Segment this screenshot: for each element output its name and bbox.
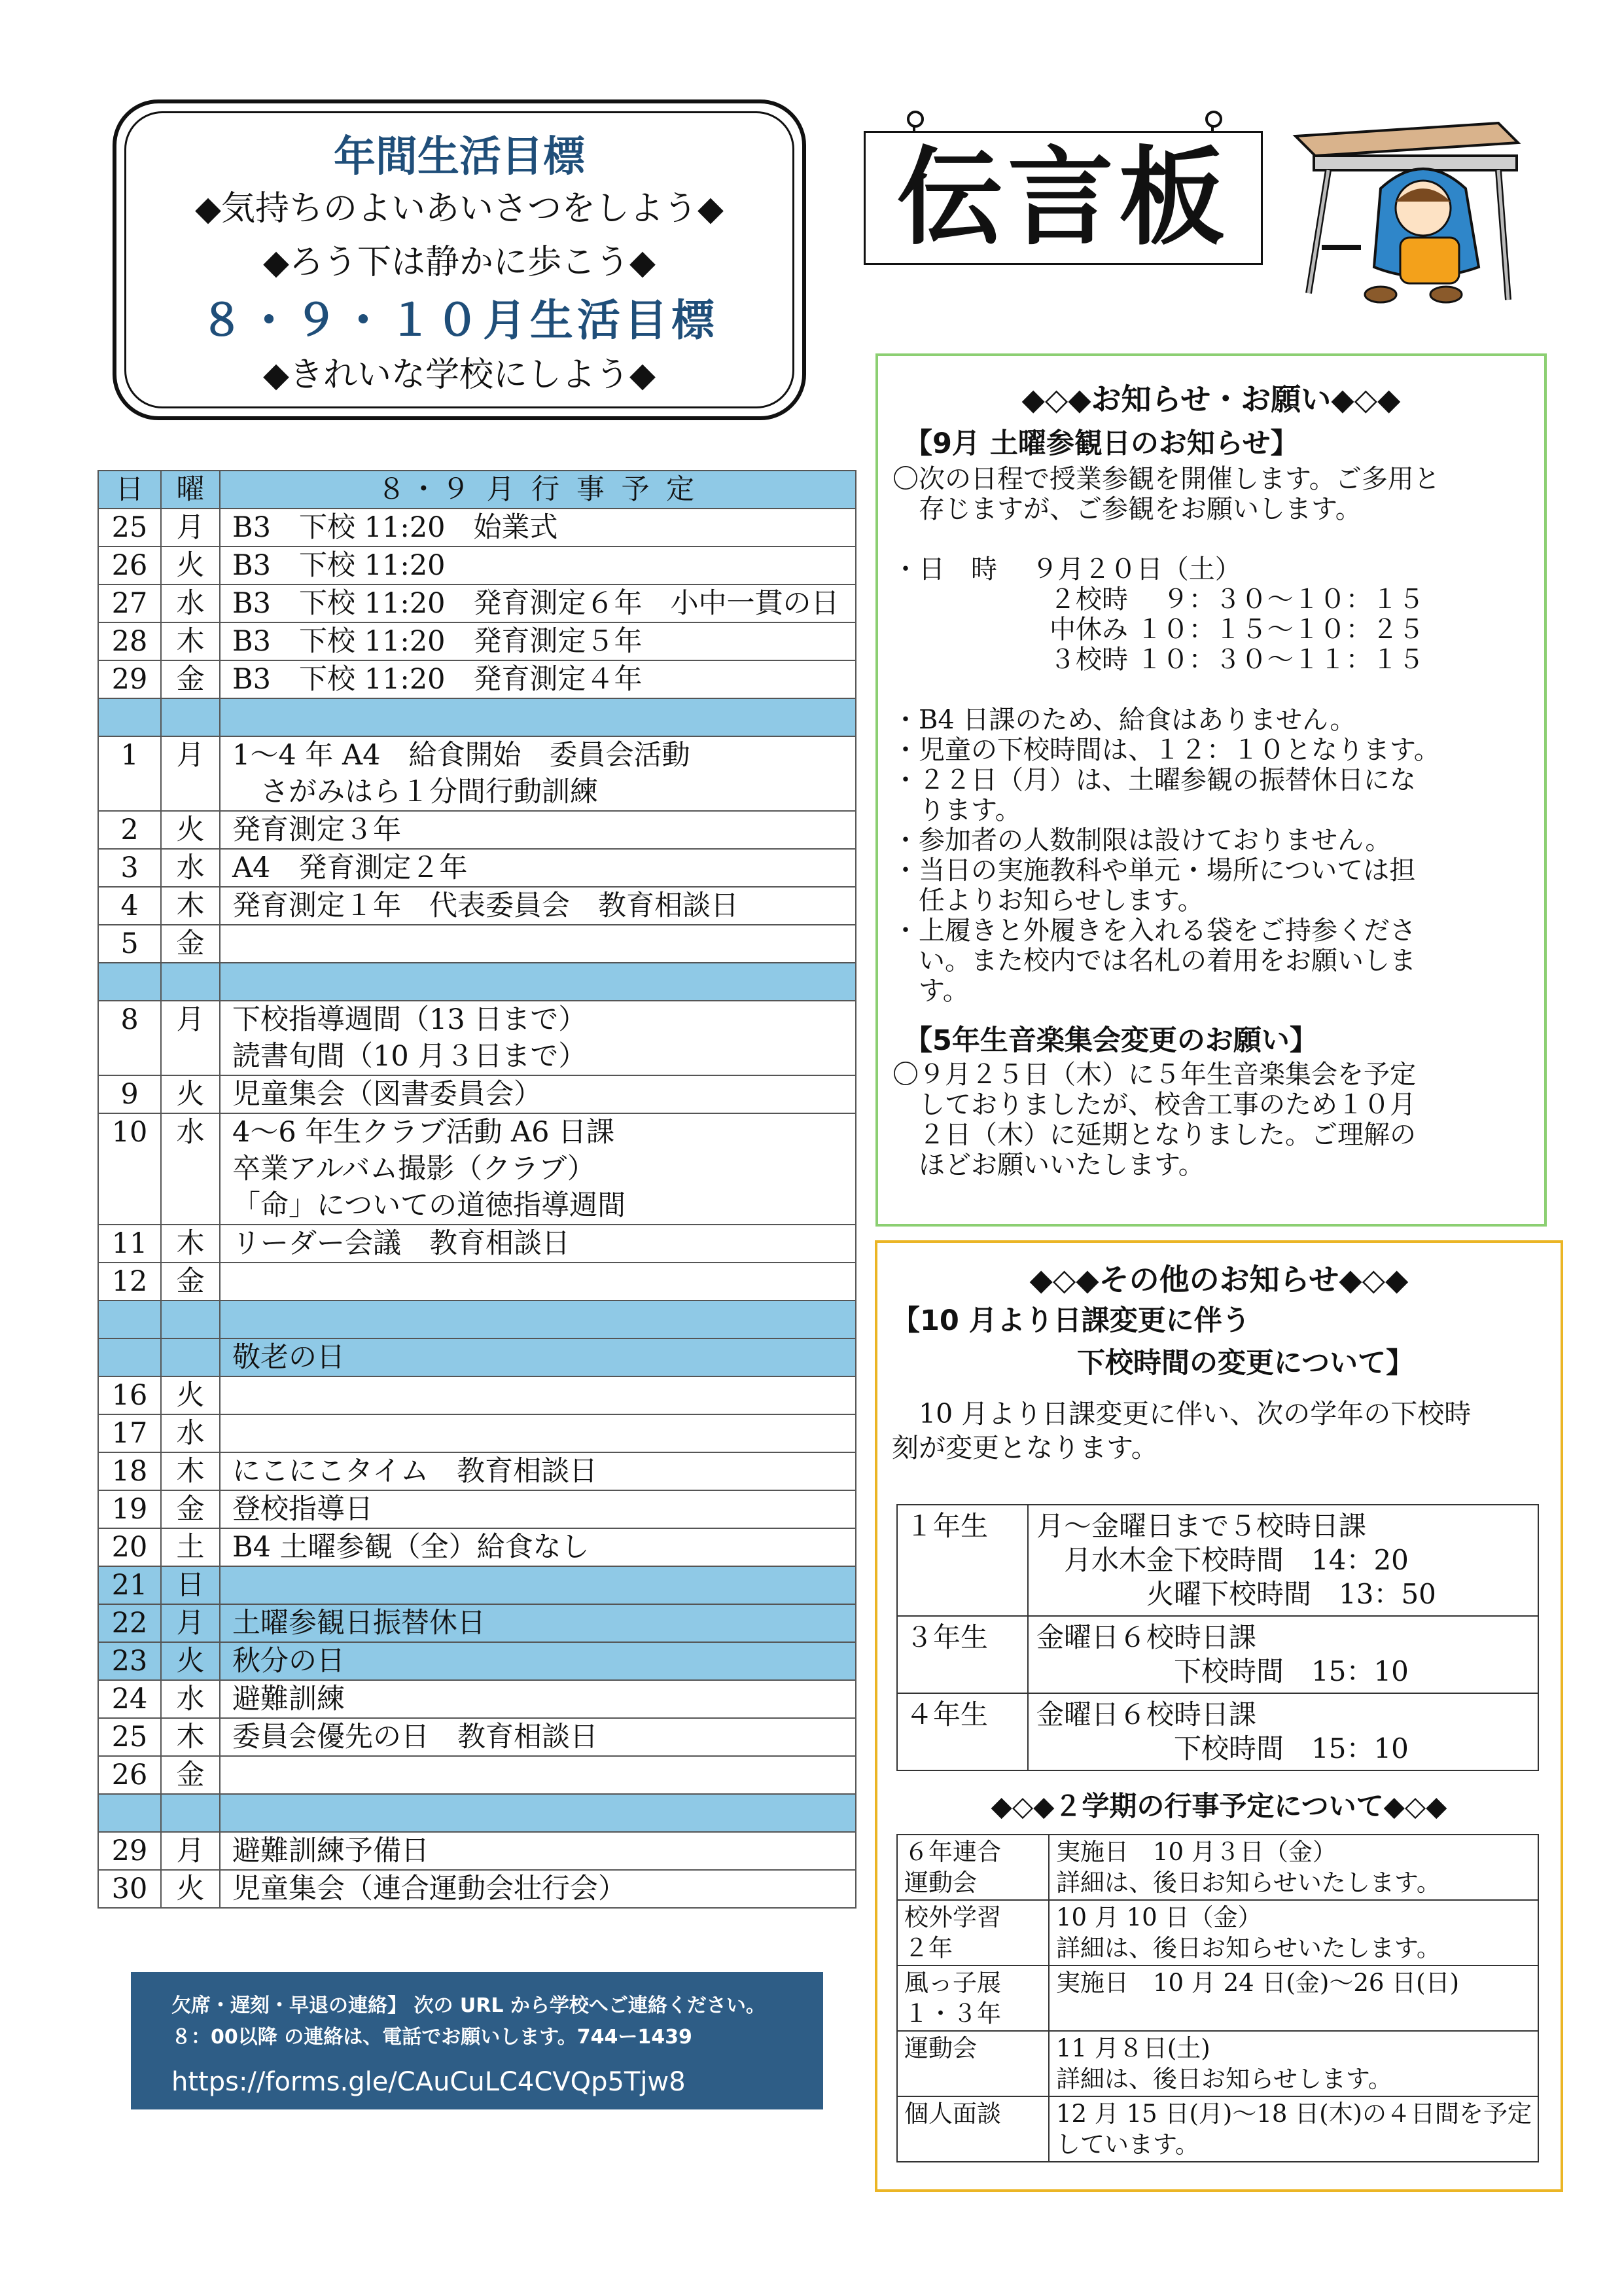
schedule-row — [98, 509, 856, 547]
schedule-event: 委員会優先の日 教育相談日 — [220, 1718, 856, 1756]
schedule-weekday: 火 — [161, 1642, 220, 1680]
term-event-row — [897, 1965, 1538, 2031]
other-notices-heading: ◆◇◆その他のお知らせ◆◇◆ — [1029, 1262, 1409, 1297]
dismissal-grade: １年生 — [897, 1505, 1028, 1616]
annual-goal-item-1: ◆気持ちのよいあいさつをしよう◆ — [195, 189, 724, 228]
saturday-visit-heading: 【9月 土曜参観日のお知らせ】 — [904, 427, 1299, 460]
term-events-table — [896, 1834, 1539, 2162]
schedule-weekday — [161, 1338, 220, 1376]
schedule-day: 23 — [98, 1642, 161, 1680]
schedule-weekday: 水 — [161, 1113, 220, 1225]
term-event-name: 個人面談 — [897, 2096, 1049, 2162]
schedule-event: リーダー会議 教育相談日 — [220, 1225, 856, 1263]
schedule-row — [98, 1338, 856, 1376]
dismissal-row — [897, 1693, 1538, 1770]
schedule-weekday: 水 — [161, 849, 220, 887]
schedule-row — [98, 1075, 856, 1113]
term-event-name: 運動会 — [897, 2031, 1049, 2096]
schedule-day: 19 — [98, 1490, 161, 1528]
dismissal-grade: ３年生 — [897, 1616, 1028, 1693]
schedule-day: 29 — [98, 1832, 161, 1870]
schedule-day: 11 — [98, 1225, 161, 1263]
schedule-row — [98, 1718, 856, 1756]
schedule-day — [98, 1794, 161, 1832]
schedule-row — [98, 1263, 856, 1300]
schedule-day: 10 — [98, 1113, 161, 1225]
schedule-change-heading-1: 【10 月より日課変更に伴う — [892, 1304, 1250, 1337]
schedule-event: 敬老の日 — [220, 1338, 856, 1376]
schedule-day: 20 — [98, 1528, 161, 1566]
schedule-event: 児童集会（連合運動会壮行会） — [220, 1870, 856, 1908]
schedule-weekday: 水 — [161, 1680, 220, 1718]
schedule-row — [98, 547, 856, 584]
contact-box — [131, 1972, 823, 2109]
schedule-event — [220, 1756, 856, 1794]
schedule-event — [220, 698, 856, 736]
schedule-event: 土曜参観日振替休日 — [220, 1604, 856, 1642]
schedule-weekday — [161, 698, 220, 736]
schedule-weekday: 日 — [161, 1566, 220, 1604]
message-board-sign — [864, 131, 1263, 265]
schedule-row — [98, 1566, 856, 1604]
schedule-event — [220, 925, 856, 963]
schedule-weekday: 木 — [161, 887, 220, 925]
schedule-weekday: 火 — [161, 1376, 220, 1414]
term-event-info: 実施日 10 月 24 日(金)～26 日(日) — [1049, 1965, 1538, 2031]
dismissal-grade: ４年生 — [897, 1693, 1028, 1770]
term-event-name: ６年連合 運動会 — [897, 1835, 1049, 1900]
saturday-visit-body: 〇次の日程で授業参観を開催します。ご多用と 存じますが、ご参観をお願いします。 ・日 時 ９月２０日（土） ２校時 ９：３０～１０：１５ 中休み １０：１５～１０：２５ ３校時 １０：３０～１１：１５ ・B4 日課のため、給食はありません。 ・児童の下校時間は、１２：１０となります。 ・２２日（月）は、土曜参観の振替休日にな ります。 ・参加者の人数制限は設けておりません。 ・当日の実施教科や単元・場所については担 任よりお知らせします。 ・上履きと外履きを入れる袋をご持参くださ い。また校内では名札の着用をお願いしま す。 — [892, 464, 1440, 1006]
schedule-event: 1～4 年 A4 給食開始 委員会活動 さがみはら１分間行動訓練 — [220, 736, 856, 811]
weekday-column-header: 曜 — [161, 471, 220, 509]
schedule-row — [98, 1113, 856, 1225]
term-event-info: 11 月８日(土) 詳細は、後日お知らせします。 — [1049, 2031, 1538, 2096]
schedule-weekday: 木 — [161, 1452, 220, 1490]
annual-goal-title: 年間生活目標 — [334, 133, 585, 181]
schedule-event: A4 発育測定２年 — [220, 849, 856, 887]
schedule-event: B3 下校 11:20 発育測定６年 小中一貫の日 — [220, 584, 856, 622]
schedule-weekday: 月 — [161, 736, 220, 811]
schedule-day: 22 — [98, 1604, 161, 1642]
schedule-row — [98, 1452, 856, 1490]
schedule-day: 27 — [98, 584, 161, 622]
term-event-name: 風っ子展 １・３年 — [897, 1965, 1049, 2031]
dismissal-row — [897, 1616, 1538, 1693]
schedule-row — [98, 1300, 856, 1338]
schedule-weekday: 火 — [161, 811, 220, 849]
term-event-info: 10 月 10 日（金） 詳細は、後日お知らせいたします。 — [1049, 1900, 1538, 1965]
schedule-day: 1 — [98, 736, 161, 811]
schedule-day: 18 — [98, 1452, 161, 1490]
schedule-weekday: 水 — [161, 584, 220, 622]
schedule-day: 2 — [98, 811, 161, 849]
schedule-row — [98, 1225, 856, 1263]
schedule-change-heading-2: 下校時間の変更について】 — [1077, 1347, 1415, 1380]
schedule-event — [220, 1376, 856, 1414]
schedule-day: 26 — [98, 1756, 161, 1794]
term-event-info: 実施日 10 月３日（金） 詳細は、後日お知らせいたします。 — [1049, 1835, 1538, 1900]
schedule-change-intro: 10 月より日課変更に伴い、次の学年の下校時 刻が変更となります。 — [892, 1398, 1472, 1463]
schedule-weekday: 金 — [161, 1756, 220, 1794]
schedule-event: にこにこタイム 教育相談日 — [220, 1452, 856, 1490]
notice-heading: ◆◇◆お知らせ・お願い◆◇◆ — [1021, 382, 1401, 417]
schedule-event: B3 下校 11:20 — [220, 547, 856, 584]
schedule-table — [97, 470, 856, 1909]
term-events-heading: ◆◇◆２学期の行事予定について◆◇◆ — [991, 1790, 1447, 1822]
schedule-weekday: 金 — [161, 1490, 220, 1528]
newsletter-title: 伝言板 — [896, 137, 1230, 260]
schedule-day: 28 — [98, 622, 161, 660]
schedule-day: 29 — [98, 660, 161, 698]
contact-instructions: 欠席・遅刻・早退の連絡】 次の URL から学校へご連絡ください。８：00以降 の連絡は、電話でお願いします。744ー1439 — [171, 1994, 766, 2049]
schedule-event: 4～6 年生クラブ活動 A6 日課 卒業アルバム撮影（クラブ） 「命」についての道徳指導週間 — [220, 1113, 856, 1225]
schedule-event: B3 下校 11:20 始業式 — [220, 509, 856, 547]
schedule-weekday — [161, 963, 220, 1001]
hook-ring-icon — [1205, 111, 1222, 128]
schedule-row — [98, 1794, 856, 1832]
schedule-event — [220, 1300, 856, 1338]
schedule-event: 登校指導日 — [220, 1490, 856, 1528]
schedule-weekday: 金 — [161, 660, 220, 698]
schedule-weekday: 金 — [161, 925, 220, 963]
schedule-row — [98, 1001, 856, 1075]
dismissal-info: 月～金曜日まで５校時日課 月水木金下校時間 14：20 火曜下校時間 13：50 — [1028, 1505, 1538, 1616]
schedule-weekday: 土 — [161, 1528, 220, 1566]
schedule-row — [98, 1414, 856, 1452]
schedule-day: 12 — [98, 1263, 161, 1300]
dismissal-info: 金曜日６校時日課 下校時間 15：10 — [1028, 1616, 1538, 1693]
schedule-weekday: 金 — [161, 1263, 220, 1300]
schedule-row — [98, 1870, 856, 1908]
schedule-weekday: 火 — [161, 1870, 220, 1908]
schedule-row — [98, 1490, 856, 1528]
schedule-day: 16 — [98, 1376, 161, 1414]
schedule-row — [98, 849, 856, 887]
schedule-event: 児童集会（図書委員会） — [220, 1075, 856, 1113]
schedule-event: 発育測定１年 代表委員会 教育相談日 — [220, 887, 856, 925]
schedule-weekday: 火 — [161, 547, 220, 584]
schedule-event — [220, 1566, 856, 1604]
child-under-desk-icon — [1282, 117, 1531, 313]
schedule-day — [98, 1300, 161, 1338]
monthly-goal-title: ８・９・１０月生活目標 — [200, 295, 718, 346]
schedule-row — [98, 660, 856, 698]
term-event-info: 12 月 15 日(月)～18 日(木)の４日間を予定 しています。 — [1049, 2096, 1538, 2162]
schedule-day: 26 — [98, 547, 161, 584]
music-assembly-body: 〇９月２５日（木）に５年生音楽集会を予定 しておりましたが、校舎工事のため１０月 ２日（木）に延期となりました。ご理解の ほどお願いいたします。 — [892, 1060, 1416, 1180]
schedule-day: 24 — [98, 1680, 161, 1718]
schedule-row — [98, 811, 856, 849]
schedule-row — [98, 1376, 856, 1414]
schedule-row — [98, 1680, 856, 1718]
music-assembly-heading: 【5年生音楽集会変更のお願い】 — [904, 1024, 1318, 1057]
schedule-day: 25 — [98, 1718, 161, 1756]
schedule-event — [220, 963, 856, 1001]
schedule-event — [220, 1794, 856, 1832]
schedule-weekday: 月 — [161, 1001, 220, 1075]
schedule-event — [220, 1263, 856, 1300]
hook-ring-icon — [907, 111, 924, 128]
schedule-event: B3 下校 11:20 発育測定５年 — [220, 622, 856, 660]
schedule-weekday — [161, 1794, 220, 1832]
schedule-row — [98, 1604, 856, 1642]
schedule-title-header: ８・９ 月 行 事 予 定 — [220, 471, 856, 509]
term-event-name: 校外学習 ２年 — [897, 1900, 1049, 1965]
schedule-weekday: 火 — [161, 1075, 220, 1113]
term-event-row — [897, 1835, 1538, 1900]
schedule-event: 発育測定３年 — [220, 811, 856, 849]
schedule-weekday: 木 — [161, 1225, 220, 1263]
schedule-row — [98, 963, 856, 1001]
schedule-day: 4 — [98, 887, 161, 925]
schedule-event: 避難訓練予備日 — [220, 1832, 856, 1870]
schedule-row — [98, 736, 856, 811]
schedule-row — [98, 887, 856, 925]
schedule-row — [98, 698, 856, 736]
schedule-event: 秋分の日 — [220, 1642, 856, 1680]
schedule-weekday: 木 — [161, 622, 220, 660]
schedule-event — [220, 1414, 856, 1452]
schedule-row — [98, 622, 856, 660]
term-event-row — [897, 2096, 1538, 2162]
dismissal-row — [897, 1505, 1538, 1616]
schedule-row — [98, 1528, 856, 1566]
schedule-day: 21 — [98, 1566, 161, 1604]
schedule-day: 17 — [98, 1414, 161, 1452]
schedule-row — [98, 1642, 856, 1680]
schedule-day — [98, 698, 161, 736]
schedule-event: 避難訓練 — [220, 1680, 856, 1718]
schedule-event: B4 土曜参観（全）給食なし — [220, 1528, 856, 1566]
term-event-row — [897, 1900, 1538, 1965]
schedule-weekday: 月 — [161, 509, 220, 547]
dismissal-time-table — [896, 1504, 1539, 1771]
schedule-day: 8 — [98, 1001, 161, 1075]
contact-form-link[interactable]: https://forms.gle/CAuCuLC4CVQp5Tjw8 — [171, 2067, 686, 2097]
schedule-event: B3 下校 11:20 発育測定４年 — [220, 660, 856, 698]
schedule-row — [98, 925, 856, 963]
schedule-day: 30 — [98, 1870, 161, 1908]
schedule-day: 25 — [98, 509, 161, 547]
schedule-header-row — [98, 471, 856, 509]
schedule-day — [98, 1338, 161, 1376]
schedule-day: 3 — [98, 849, 161, 887]
schedule-row — [98, 1832, 856, 1870]
monthly-goal-item-1: ◆きれいな学校にしよう◆ — [263, 355, 656, 395]
schedule-weekday — [161, 1300, 220, 1338]
schedule-weekday: 水 — [161, 1414, 220, 1452]
schedule-weekday: 木 — [161, 1718, 220, 1756]
schedule-day — [98, 963, 161, 1001]
schedule-day: 9 — [98, 1075, 161, 1113]
day-column-header: 日 — [98, 471, 161, 509]
dismissal-info: 金曜日６校時日課 下校時間 15：10 — [1028, 1693, 1538, 1770]
notice-panel — [875, 353, 1547, 1227]
life-goals-box — [113, 99, 806, 420]
schedule-event: 下校指導週間（13 日まで） 読書旬間（10 月３日まで） — [220, 1001, 856, 1075]
schedule-weekday: 月 — [161, 1832, 220, 1870]
schedule-row — [98, 1756, 856, 1794]
schedule-day: 5 — [98, 925, 161, 963]
schedule-body — [98, 509, 856, 1908]
annual-goal-item-2: ◆ろう下は静かに歩こう◆ — [263, 243, 656, 282]
schedule-weekday: 月 — [161, 1604, 220, 1642]
schedule-row — [98, 584, 856, 622]
term-event-row — [897, 2031, 1538, 2096]
